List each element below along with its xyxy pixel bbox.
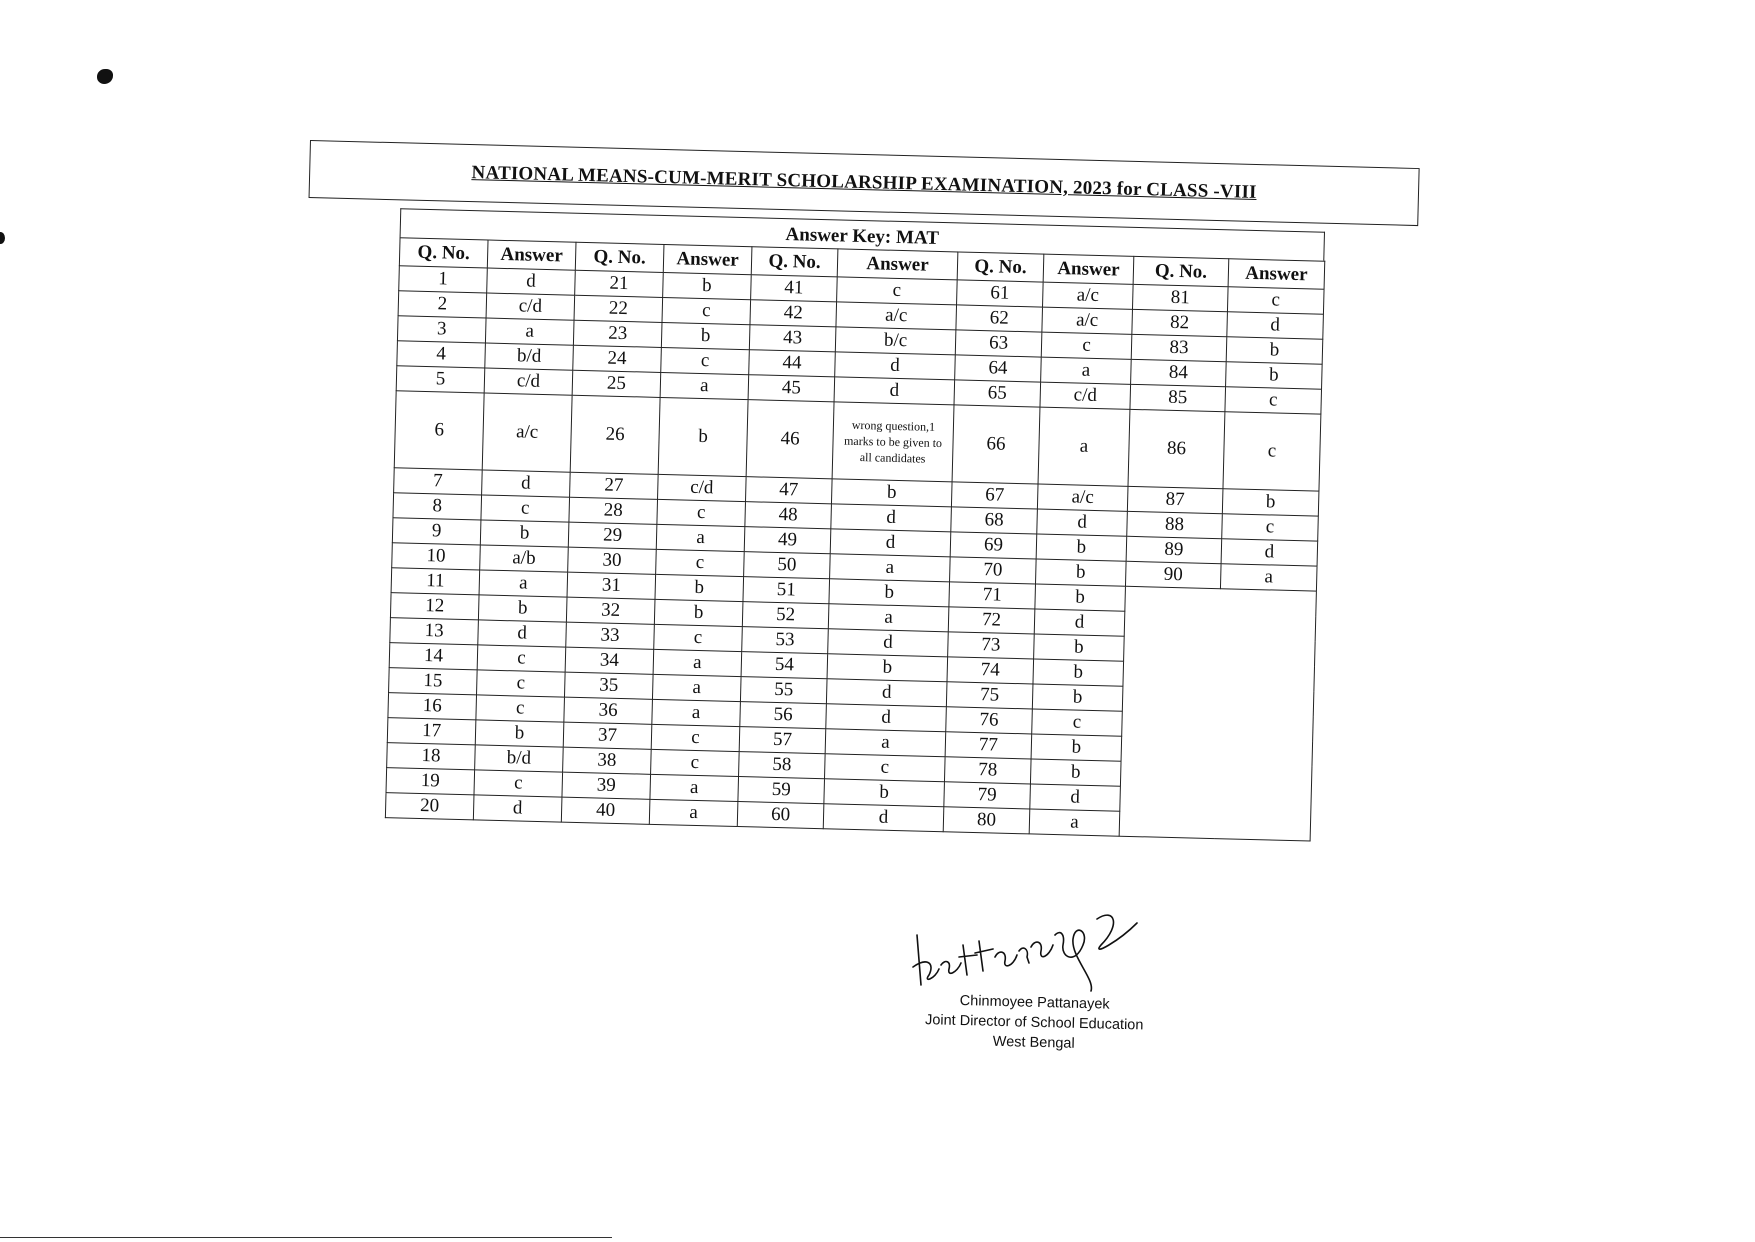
answer-cell: d: [1037, 509, 1128, 536]
answer-cell: b: [658, 397, 748, 476]
question-number-cell: 20: [385, 793, 474, 820]
answer-cell: d: [482, 470, 571, 497]
answer-cell: c/d: [1040, 382, 1131, 409]
question-number-cell: 81: [1132, 284, 1228, 311]
table-caption: Answer Key: MAT: [400, 208, 1325, 260]
answer-key-table: [385, 237, 1325, 841]
question-number-cell: 9: [392, 518, 481, 545]
question-number-cell: 83: [1131, 334, 1227, 361]
answer-cell: c: [661, 347, 750, 374]
answer-cell: a/c: [836, 302, 957, 330]
question-number-cell: 60: [737, 802, 824, 829]
answer-cell: d: [835, 352, 956, 380]
answer-cell: a: [650, 774, 739, 801]
question-number-cell: 68: [951, 507, 1038, 534]
question-number-cell: 41: [751, 275, 838, 302]
question-number-cell: 18: [387, 743, 476, 770]
answer-cell: b: [1030, 759, 1121, 786]
answer-cell: b: [1222, 489, 1319, 516]
answer-cell: b: [1226, 362, 1323, 389]
answer-cell: c: [651, 724, 740, 751]
answer-cell: b: [824, 779, 945, 807]
answer-cell: c/d: [484, 368, 573, 395]
question-number-cell: 45: [748, 375, 835, 402]
question-number-cell: 85: [1130, 384, 1226, 411]
answer-cell: d: [830, 529, 951, 557]
question-number-cell: 42: [750, 300, 837, 327]
answer-cell: d: [478, 620, 567, 647]
answer-cell: b: [827, 654, 948, 682]
answer-cell: d: [1034, 609, 1125, 636]
answer-cell: a: [830, 554, 951, 582]
answer-cell: a: [652, 674, 741, 701]
question-number-cell: 61: [957, 280, 1044, 307]
question-number-cell: 6: [394, 391, 484, 470]
answer-cell: c: [656, 549, 745, 576]
column-header-qno: Q. No.: [751, 247, 838, 277]
answer-cell: b/d: [475, 745, 564, 772]
question-number-cell: 37: [563, 722, 652, 749]
question-number-cell: 11: [391, 568, 480, 595]
answer-cell: c: [474, 770, 563, 797]
column-header-answer: Answer: [487, 240, 576, 270]
question-number-cell: 40: [561, 797, 650, 824]
answer-cell: b: [831, 479, 952, 507]
answer-cell: b: [1034, 634, 1125, 661]
question-number-cell: 2: [398, 291, 487, 318]
answer-cell: c: [481, 495, 570, 522]
question-number-cell: 72: [948, 607, 1035, 634]
question-number-cell: 51: [743, 577, 830, 604]
answer-cell: c: [1227, 287, 1324, 314]
question-number-cell: 25: [572, 370, 661, 397]
question-number-cell: 23: [573, 320, 662, 347]
question-number-cell: 71: [949, 582, 1036, 609]
question-number-cell: 19: [386, 768, 475, 795]
answer-cell: d: [473, 795, 562, 822]
answer-cell: d: [831, 504, 952, 532]
answer-cell: c: [825, 754, 946, 782]
answer-cell: a: [1038, 407, 1130, 486]
answer-cell: a/c: [1042, 307, 1133, 334]
answer-note-cell: wrong question,1 marks to be given to all candidates: [832, 402, 954, 482]
handwritten-signature: [905, 905, 1175, 995]
question-number-cell: 21: [575, 270, 664, 297]
answer-key-table-wrap: [385, 208, 1325, 841]
answer-cell: a: [1041, 357, 1132, 384]
answer-cell: c: [651, 749, 740, 776]
column-header-answer: Answer: [663, 244, 752, 274]
question-number-cell: 8: [393, 493, 482, 520]
answer-cell: b: [475, 720, 564, 747]
answer-cell: c: [1032, 709, 1123, 736]
answer-cell: a/c: [482, 393, 572, 472]
answer-cell: d: [1221, 539, 1318, 566]
signatory-name: Chinmoyee Pattanayek: [959, 992, 1110, 1013]
answer-cell: d: [1227, 312, 1324, 339]
answer-cell: d: [828, 629, 949, 657]
answer-cell: d: [834, 377, 955, 405]
question-number-cell: 58: [739, 752, 826, 779]
answer-cell: c/d: [658, 474, 747, 501]
answer-cell: a: [1029, 809, 1120, 836]
question-number-cell: 33: [566, 622, 655, 649]
column-header-answer: Answer: [1228, 259, 1325, 289]
answer-cell: c: [476, 695, 565, 722]
question-number-cell: 69: [950, 532, 1037, 559]
answer-cell: b/d: [485, 343, 574, 370]
answer-cell: a/b: [480, 545, 569, 572]
answer-cell: c: [1041, 332, 1132, 359]
document-title: NATIONAL MEANS-CUM-MERIT SCHOLARSHIP EXAMINATION, 2023 for CLASS -VIII: [471, 162, 1257, 203]
question-number-cell: 84: [1131, 359, 1227, 386]
answer-cell: c: [662, 297, 751, 324]
question-number-cell: 46: [746, 400, 834, 479]
answer-cell: a/c: [1037, 484, 1128, 511]
answer-cell: a: [656, 524, 745, 551]
question-number-cell: 5: [396, 366, 485, 393]
signatory-block: [919, 990, 1150, 1056]
question-number-cell: 39: [562, 772, 651, 799]
answer-cell: d: [826, 704, 947, 732]
answer-cell: b/c: [835, 327, 956, 355]
question-number-cell: 3: [397, 316, 486, 343]
question-number-cell: 89: [1126, 536, 1222, 563]
question-number-cell: 43: [749, 325, 836, 352]
answer-cell: b: [663, 272, 752, 299]
answer-cell: a: [485, 318, 574, 345]
answer-cell: b: [1031, 734, 1122, 761]
question-number-cell: 62: [956, 305, 1043, 332]
question-number-cell: 74: [947, 657, 1034, 684]
question-number-cell: 38: [563, 747, 652, 774]
answer-cell: c: [477, 670, 566, 697]
question-number-cell: 63: [955, 330, 1042, 357]
question-number-cell: 14: [389, 643, 478, 670]
question-number-cell: 30: [568, 547, 657, 574]
answer-cell: a: [660, 372, 749, 399]
column-header-qno: Q. No.: [399, 238, 488, 268]
answer-cell: d: [487, 268, 576, 295]
answer-cell: a/c: [1043, 282, 1134, 309]
question-number-cell: 28: [569, 497, 658, 524]
question-number-cell: 86: [1128, 409, 1225, 488]
answer-cell: a: [1220, 564, 1317, 591]
question-number-cell: 13: [390, 618, 479, 645]
question-number-cell: 15: [389, 668, 478, 695]
question-number-cell: 27: [570, 472, 659, 499]
signatory-state: West Bengal: [992, 1033, 1075, 1052]
empty-cell: [1119, 811, 1311, 841]
question-number-cell: 76: [946, 707, 1033, 734]
question-number-cell: 65: [954, 380, 1041, 407]
answer-cell: b: [661, 322, 750, 349]
question-number-cell: 7: [394, 468, 483, 495]
question-number-cell: 78: [944, 757, 1031, 784]
answer-cell: c/d: [486, 293, 575, 320]
answer-cell: a: [828, 604, 949, 632]
question-number-cell: 64: [955, 355, 1042, 382]
column-header-qno: Q. No.: [575, 242, 664, 272]
question-number-cell: 12: [390, 593, 479, 620]
question-number-cell: 87: [1127, 486, 1223, 513]
question-number-cell: 35: [564, 672, 653, 699]
question-number-cell: 26: [570, 395, 660, 474]
question-number-cell: 32: [566, 597, 655, 624]
question-number-cell: 1: [399, 266, 488, 293]
answer-cell: a: [479, 570, 568, 597]
question-number-cell: 82: [1132, 309, 1228, 336]
column-header-qno: Q. No.: [1133, 256, 1229, 286]
question-number-cell: 34: [565, 647, 654, 674]
answer-cell: a: [649, 799, 738, 826]
signatory-designation: Joint Director of School Education: [924, 1012, 1144, 1034]
question-number-cell: 59: [738, 777, 825, 804]
question-number-cell: 75: [946, 682, 1033, 709]
question-number-cell: 56: [740, 702, 827, 729]
question-number-cell: 44: [749, 350, 836, 377]
question-number-cell: 24: [573, 345, 662, 372]
question-number-cell: 50: [744, 552, 831, 579]
question-number-cell: 80: [943, 807, 1030, 834]
question-number-cell: 22: [574, 295, 663, 322]
answer-cell: b: [1226, 337, 1323, 364]
answer-cell: b: [655, 574, 744, 601]
column-header-qno: Q. No.: [957, 252, 1044, 282]
answer-cell: a: [652, 699, 741, 726]
answer-cell: b: [1036, 534, 1127, 561]
answer-cell: b: [654, 599, 743, 626]
question-number-cell: 17: [387, 718, 476, 745]
answer-table-body: [385, 266, 1324, 841]
answer-cell: b: [1035, 584, 1126, 611]
answer-cell: c: [654, 624, 743, 651]
question-number-cell: 31: [567, 572, 656, 599]
question-number-cell: 53: [742, 627, 829, 654]
question-number-cell: 49: [744, 527, 831, 554]
answer-cell: b: [1035, 559, 1126, 586]
answer-cell: b: [1033, 659, 1124, 686]
column-header-answer: Answer: [1043, 254, 1134, 284]
column-header-answer: Answer: [837, 249, 958, 280]
question-number-cell: 55: [740, 677, 827, 704]
question-number-cell: 66: [952, 405, 1040, 484]
question-number-cell: 10: [392, 543, 481, 570]
answer-cell: d: [823, 804, 944, 832]
question-number-cell: 36: [564, 697, 653, 724]
ink-dot: [0, 232, 5, 244]
question-number-cell: 90: [1125, 561, 1221, 588]
answer-cell: a: [653, 649, 742, 676]
question-number-cell: 73: [948, 632, 1035, 659]
question-number-cell: 54: [741, 652, 828, 679]
question-number-cell: 47: [745, 477, 832, 504]
question-number-cell: 79: [944, 782, 1031, 809]
question-number-cell: 77: [945, 732, 1032, 759]
question-number-cell: 16: [388, 693, 477, 720]
question-number-cell: 70: [950, 557, 1037, 584]
answer-key-sheet: [293, 140, 1420, 844]
answer-cell: c: [1222, 514, 1319, 541]
question-number-cell: 4: [397, 341, 486, 368]
answer-cell: c: [1223, 412, 1321, 491]
question-number-cell: 88: [1127, 511, 1223, 538]
ink-dot: [97, 69, 113, 84]
answer-cell: c: [837, 277, 958, 305]
answer-cell: c: [1225, 387, 1322, 414]
answer-cell: c: [657, 499, 746, 526]
answer-cell: d: [1030, 784, 1121, 811]
question-number-cell: 48: [745, 502, 832, 529]
answer-cell: b: [1032, 684, 1123, 711]
answer-cell: d: [826, 679, 947, 707]
answer-cell: b: [478, 595, 567, 622]
answer-cell: a: [825, 729, 946, 757]
answer-cell: b: [480, 520, 569, 547]
answer-cell: b: [829, 579, 950, 607]
page-bottom-rule: [0, 1237, 612, 1238]
question-number-cell: 52: [742, 602, 829, 629]
question-number-cell: 29: [568, 522, 657, 549]
question-number-cell: 57: [739, 727, 826, 754]
answer-cell: c: [477, 645, 566, 672]
question-number-cell: 67: [951, 482, 1038, 509]
